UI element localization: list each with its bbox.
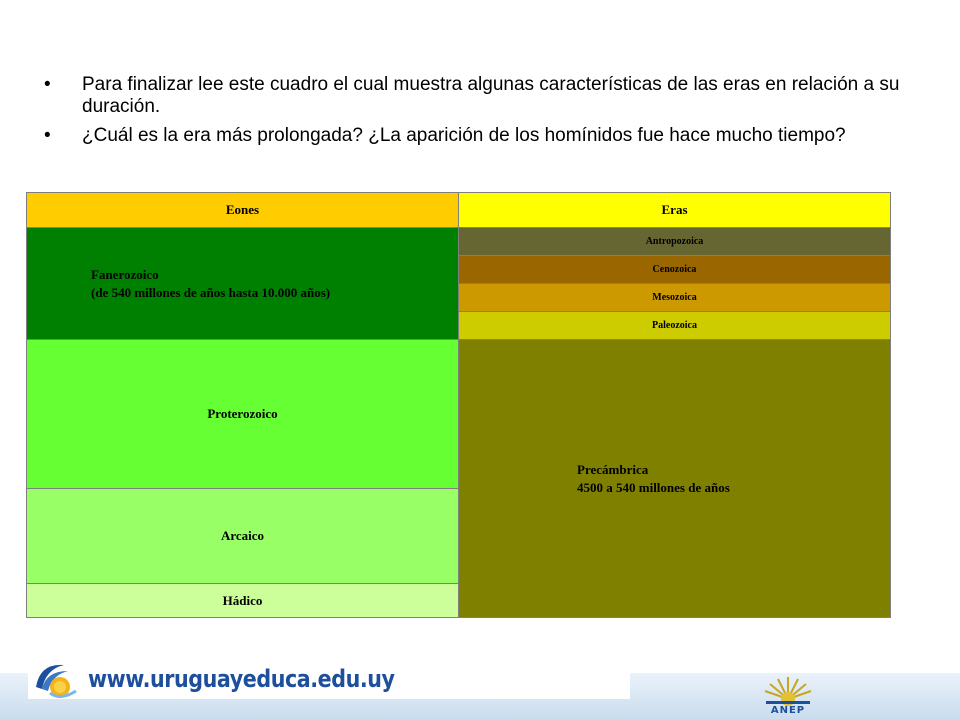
- bullet-item: [40, 74, 900, 118]
- eon-arcaico: Arcaico: [27, 489, 459, 584]
- fanerozoico-name: Fanerozoico: [91, 266, 159, 282]
- eras-table: [26, 192, 891, 618]
- fanerozoico-range: (de 540 millones de años hasta 10.000 años): [91, 284, 331, 300]
- anep-label: ANEP: [770, 705, 806, 716]
- era-precambrica: [459, 340, 891, 618]
- eon-proterozoico: Proterozoico: [27, 340, 459, 489]
- site-url[interactable]: www.uruguayeduca.edu.uy: [88, 665, 395, 693]
- eon-fanerozoico: [27, 228, 459, 340]
- era-antropozoica: Antropozoica: [459, 228, 891, 256]
- bullet-marker: •: [44, 125, 51, 146]
- era-paleozoica: Paleozoica: [459, 312, 891, 340]
- anep-sun-icon: [752, 671, 824, 717]
- eon-hadico: Hádico: [27, 584, 459, 618]
- era-cenozoica: Cenozoica: [459, 256, 891, 284]
- era-mesozoica: Mesozoica: [459, 284, 891, 312]
- header-eras: Eras: [459, 193, 891, 228]
- table-header-row: [27, 193, 891, 228]
- table-row: [27, 340, 891, 489]
- precambrica-name: Precámbrica: [577, 461, 649, 477]
- bullet-marker: •: [44, 74, 51, 95]
- instructions-list: [40, 74, 900, 154]
- bullet-text-2: ¿Cuál es la era más prolongada? ¿La aparición de los homínidos fue hace mucho tiempo?: [82, 125, 846, 146]
- bullet-text-1: Para finalizar lee este cuadro el cual muestra algunas características de las eras en relación a su duración.: [82, 74, 900, 117]
- precambrica-range: 4500 a 540 millones de años: [577, 479, 730, 495]
- bullet-item: [40, 125, 900, 147]
- sun-logo-icon: [30, 657, 82, 703]
- header-eones: Eones: [27, 193, 459, 228]
- footer-banner: [0, 655, 960, 720]
- table-row: [27, 228, 891, 256]
